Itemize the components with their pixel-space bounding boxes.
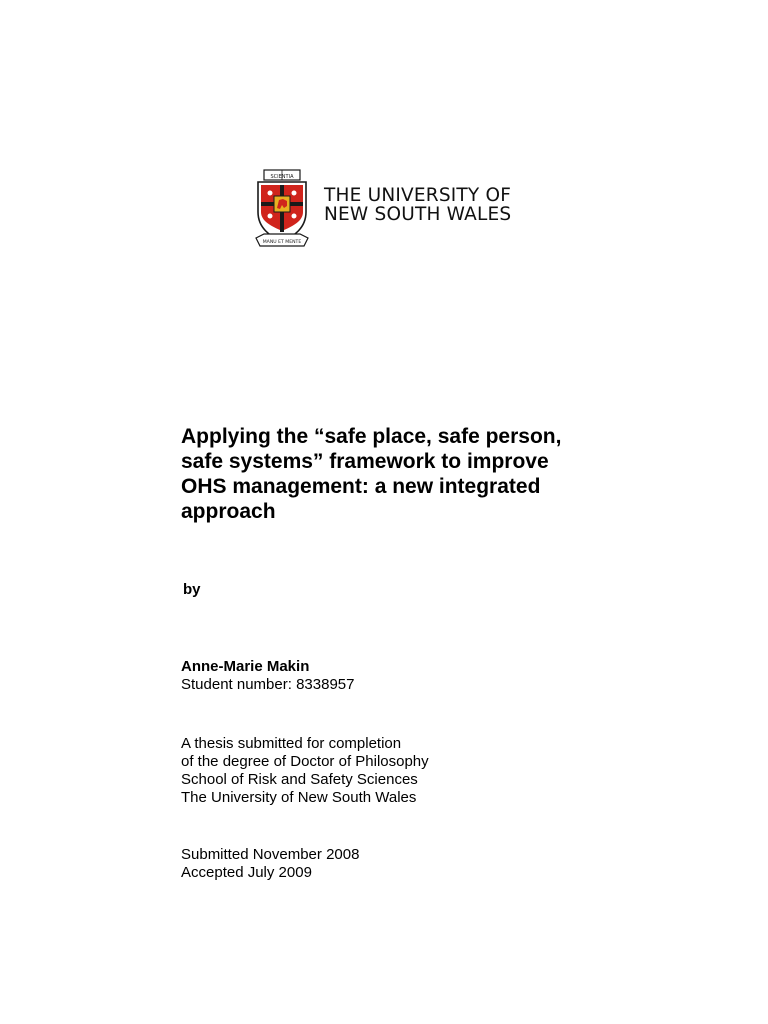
submission-dates <box>181 846 359 882</box>
crest-motto-top: SCIENTIA <box>270 174 294 180</box>
author-block <box>181 658 354 694</box>
submitted-date: Submitted November 2008 <box>181 846 360 863</box>
title-line-4: approach <box>181 500 276 523</box>
unsw-crest-icon <box>254 168 310 250</box>
thesis-statement <box>181 735 429 807</box>
by-label: by <box>183 581 201 598</box>
thesis-title <box>181 424 651 524</box>
university-logo <box>254 168 511 250</box>
accepted-date: Accepted July 2009 <box>181 864 312 881</box>
thesis-line-1: A thesis submitted for completion <box>181 735 402 752</box>
author-name: Anne-Marie Makin <box>181 658 310 675</box>
university-name <box>324 186 511 224</box>
title-line-1: Applying the “safe place, safe person, <box>181 425 562 448</box>
title-line-3: OHS management: a new integrated <box>181 475 541 498</box>
thesis-line-2: of the degree of Doctor of Philosophy <box>181 753 429 770</box>
student-number: Student number: 8338957 <box>181 676 355 693</box>
thesis-line-4: The University of New South Wales <box>181 789 417 806</box>
crest-motto-bottom: MANU ET MENTE <box>262 240 302 245</box>
thesis-line-3: School of Risk and Safety Sciences <box>181 771 418 788</box>
title-line-2: safe systems” framework to improve <box>181 450 549 473</box>
university-name-line1: THE UNIVERSITY OF <box>324 185 512 206</box>
university-name-line2: NEW SOUTH WALES <box>324 204 512 225</box>
